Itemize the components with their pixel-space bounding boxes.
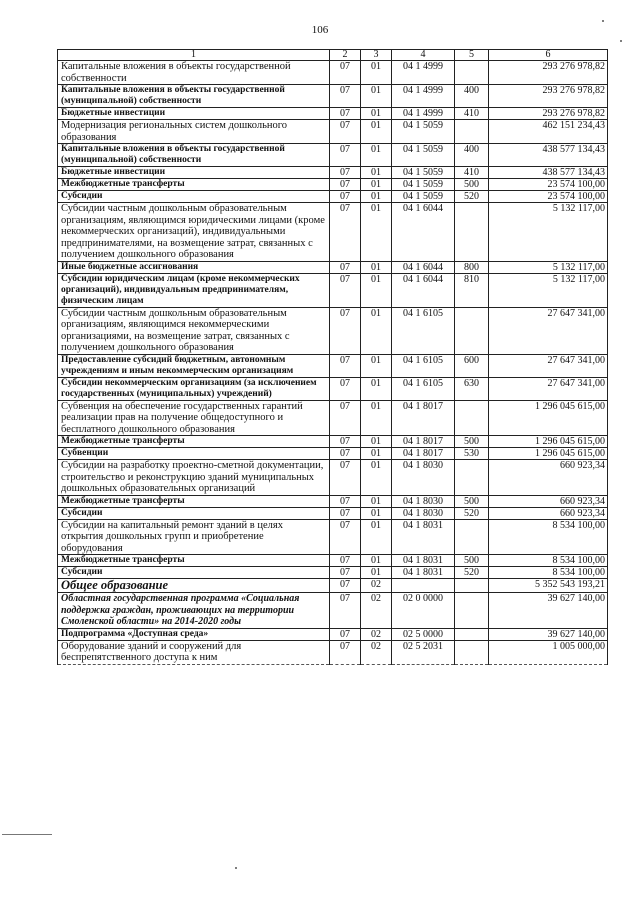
table-row	[58, 61, 608, 85]
row-subsection-code: 02	[361, 593, 392, 629]
header-col-2: 2	[330, 50, 361, 61]
row-expense-type: 410	[455, 167, 489, 179]
row-section-code: 07	[330, 436, 361, 448]
row-subsection-code: 01	[361, 448, 392, 460]
table-row	[58, 579, 608, 593]
row-section-code: 07	[330, 191, 361, 203]
table-row	[58, 593, 608, 629]
table-row	[58, 400, 608, 436]
row-expense-type	[455, 519, 489, 555]
table-row	[58, 167, 608, 179]
row-subsection-code: 01	[361, 377, 392, 400]
row-subsection-code: 02	[361, 628, 392, 640]
row-subsection-code: 01	[361, 120, 392, 144]
row-target-article: 04 1 8030	[392, 495, 455, 507]
table-row	[58, 640, 608, 664]
row-target-article: 04 1 6105	[392, 377, 455, 400]
row-expense-type: 520	[455, 191, 489, 203]
row-amount: 27 647 341,00	[489, 377, 608, 400]
table-row	[58, 261, 608, 273]
row-amount: 660 923,34	[489, 495, 608, 507]
row-target-article	[392, 579, 455, 593]
table-row	[58, 273, 608, 307]
row-subsection-code: 01	[361, 144, 392, 167]
table-row	[58, 85, 608, 108]
row-section-code: 07	[330, 179, 361, 191]
row-target-article: 04 1 5059	[392, 191, 455, 203]
row-target-article: 04 1 5059	[392, 167, 455, 179]
row-amount: 5 352 543 193,21	[489, 579, 608, 593]
row-expense-type: 600	[455, 354, 489, 377]
scan-speck	[235, 867, 237, 869]
table-row	[58, 555, 608, 567]
row-amount: 1 296 045 615,00	[489, 448, 608, 460]
row-subsection-code: 01	[361, 85, 392, 108]
row-subsection-code: 01	[361, 261, 392, 273]
scan-speck	[620, 40, 622, 42]
row-expense-type: 800	[455, 261, 489, 273]
row-target-article: 04 1 6105	[392, 307, 455, 354]
row-section-code: 07	[330, 108, 361, 120]
row-amount: 462 151 234,43	[489, 120, 608, 144]
table-row	[58, 628, 608, 640]
row-name: Субсидии	[58, 567, 330, 579]
page-number: 106	[311, 24, 329, 36]
row-amount: 5 132 117,00	[489, 273, 608, 307]
row-expense-type	[455, 400, 489, 436]
row-subsection-code: 01	[361, 108, 392, 120]
row-section-code: 07	[330, 495, 361, 507]
row-subsection-code: 01	[361, 191, 392, 203]
row-amount: 8 534 100,00	[489, 567, 608, 579]
table-header-row	[58, 50, 608, 61]
row-subsection-code: 01	[361, 507, 392, 519]
row-amount: 438 577 134,43	[489, 144, 608, 167]
row-subsection-code: 01	[361, 179, 392, 191]
row-name: Субсидии на капитальный ремонт зданий в целях открытия дошкольных групп и приобретение оборудования	[58, 519, 330, 555]
row-name: Субвенции	[58, 448, 330, 460]
row-amount: 293 276 978,82	[489, 108, 608, 120]
row-section-code: 07	[330, 85, 361, 108]
row-amount: 438 577 134,43	[489, 167, 608, 179]
table-row	[58, 144, 608, 167]
row-name: Межбюджетные трансферты	[58, 495, 330, 507]
row-name: Модернизация региональных систем дошкольного образования	[58, 120, 330, 144]
row-section-code: 07	[330, 519, 361, 555]
row-expense-type: 500	[455, 555, 489, 567]
row-section-code: 07	[330, 61, 361, 85]
row-section-code: 07	[330, 507, 361, 519]
header-col-4: 4	[392, 50, 455, 61]
row-amount: 39 627 140,00	[489, 628, 608, 640]
row-expense-type: 520	[455, 507, 489, 519]
row-amount: 8 534 100,00	[489, 519, 608, 555]
table-row	[58, 436, 608, 448]
table-row	[58, 108, 608, 120]
row-amount: 1 296 045 615,00	[489, 400, 608, 436]
header-col-1: 1	[58, 50, 330, 61]
table-row	[58, 307, 608, 354]
row-name: Субсидии	[58, 191, 330, 203]
row-subsection-code: 01	[361, 167, 392, 179]
row-name: Бюджетные инвестиции	[58, 108, 330, 120]
row-name: Субсидии юридическим лицам (кроме некоммерческих организаций), индивидуальным предпринимателям, физическим лицам	[58, 273, 330, 307]
table-row	[58, 567, 608, 579]
header-col-3: 3	[361, 50, 392, 61]
row-name: Межбюджетные трансферты	[58, 436, 330, 448]
row-name: Областная государственная программа «Социальная поддержка граждан, проживающих на территории Смоленской области» на 2014-2020 годы	[58, 593, 330, 629]
row-target-article: 04 1 8017	[392, 448, 455, 460]
row-section-code: 07	[330, 579, 361, 593]
row-section-code: 07	[330, 460, 361, 496]
row-name: Оборудование зданий и сооружений для беспрепятственного доступа к ним	[58, 640, 330, 664]
row-section-code: 07	[330, 567, 361, 579]
row-section-code: 07	[330, 400, 361, 436]
row-expense-type	[455, 460, 489, 496]
row-section-code: 07	[330, 120, 361, 144]
table-row	[58, 120, 608, 144]
row-subsection-code: 01	[361, 555, 392, 567]
table-row	[58, 354, 608, 377]
row-target-article: 04 1 4999	[392, 85, 455, 108]
row-subsection-code: 01	[361, 567, 392, 579]
row-amount: 293 276 978,82	[489, 61, 608, 85]
row-expense-type	[455, 203, 489, 262]
row-name: Предоставление субсидий бюджетным, автономным учреждениям и иным некоммерческим организациям	[58, 354, 330, 377]
row-name: Субсидии частным дошкольным образовательным организациям, являющимся некоммерческими организациями, на возмещение затрат, связанных с получением дошкольного образования	[58, 307, 330, 354]
row-target-article: 04 1 5059	[392, 144, 455, 167]
row-target-article: 02 0 0000	[392, 593, 455, 629]
row-target-article: 04 1 8017	[392, 400, 455, 436]
row-section-code: 07	[330, 307, 361, 354]
row-section-code: 07	[330, 261, 361, 273]
row-amount: 5 132 117,00	[489, 261, 608, 273]
row-section-code: 07	[330, 354, 361, 377]
row-target-article: 04 1 4999	[392, 61, 455, 85]
row-section-code: 07	[330, 448, 361, 460]
budget-table	[57, 49, 608, 665]
table-row	[58, 191, 608, 203]
row-amount: 660 923,34	[489, 460, 608, 496]
row-section-code: 07	[330, 203, 361, 262]
row-name: Субсидии частным дошкольным образовательным организациям, являющимся юридическими лицами (кроме некоммерческих организаций), индивидуальными предпринимателями, на возмещение затрат, связанных с получением дошкольного образования	[58, 203, 330, 262]
row-name: Подпрограмма «Доступная среда»	[58, 628, 330, 640]
row-expense-type	[455, 593, 489, 629]
row-expense-type	[455, 640, 489, 664]
row-target-article: 02 5 2031	[392, 640, 455, 664]
table-row	[58, 519, 608, 555]
row-name: Бюджетные инвестиции	[58, 167, 330, 179]
row-target-article: 04 1 4999	[392, 108, 455, 120]
table-body	[58, 61, 608, 665]
scan-line	[2, 834, 52, 835]
row-target-article: 04 1 8017	[392, 436, 455, 448]
row-target-article: 04 1 8031	[392, 567, 455, 579]
row-amount: 39 627 140,00	[489, 593, 608, 629]
row-subsection-code: 02	[361, 640, 392, 664]
header-col-6: 6	[489, 50, 608, 61]
row-name: Межбюджетные трансферты	[58, 555, 330, 567]
row-expense-type: 400	[455, 85, 489, 108]
row-subsection-code: 01	[361, 307, 392, 354]
row-subsection-code: 01	[361, 400, 392, 436]
row-expense-type	[455, 628, 489, 640]
row-target-article: 04 1 6044	[392, 273, 455, 307]
row-expense-type: 500	[455, 179, 489, 191]
table-row	[58, 179, 608, 191]
row-name: Капитальные вложения в объекты государственной собственности	[58, 61, 330, 85]
row-amount: 660 923,34	[489, 507, 608, 519]
row-expense-type: 810	[455, 273, 489, 307]
table-row	[58, 507, 608, 519]
row-subsection-code: 02	[361, 579, 392, 593]
row-section-code: 07	[330, 555, 361, 567]
table-row	[58, 377, 608, 400]
row-name: Общее образование	[58, 579, 330, 593]
row-amount: 27 647 341,00	[489, 307, 608, 354]
row-name: Субвенция на обеспечение государственных гарантий реализации прав на получение общедоступного и бесплатного дошкольного образования	[58, 400, 330, 436]
row-section-code: 07	[330, 593, 361, 629]
row-expense-type: 500	[455, 436, 489, 448]
row-subsection-code: 01	[361, 61, 392, 85]
row-amount: 1 296 045 615,00	[489, 436, 608, 448]
row-expense-type	[455, 307, 489, 354]
header-col-5: 5	[455, 50, 489, 61]
row-amount: 23 574 100,00	[489, 179, 608, 191]
row-target-article: 04 1 8031	[392, 519, 455, 555]
table-row	[58, 203, 608, 262]
row-section-code: 07	[330, 144, 361, 167]
row-expense-type	[455, 120, 489, 144]
row-subsection-code: 01	[361, 203, 392, 262]
row-section-code: 07	[330, 167, 361, 179]
row-target-article: 04 1 6044	[392, 203, 455, 262]
row-name: Субсидии некоммерческим организациям (за исключением государственных (муниципальных) учреждений)	[58, 377, 330, 400]
table-row	[58, 460, 608, 496]
row-subsection-code: 01	[361, 273, 392, 307]
row-section-code: 07	[330, 273, 361, 307]
row-target-article: 04 1 6044	[392, 261, 455, 273]
row-expense-type: 410	[455, 108, 489, 120]
row-amount: 5 132 117,00	[489, 203, 608, 262]
row-subsection-code: 01	[361, 354, 392, 377]
table-row	[58, 495, 608, 507]
row-name: Капитальные вложения в объекты государственной (муниципальной) собственности	[58, 85, 330, 108]
row-expense-type: 400	[455, 144, 489, 167]
row-section-code: 07	[330, 628, 361, 640]
row-expense-type: 530	[455, 448, 489, 460]
row-name: Межбюджетные трансферты	[58, 179, 330, 191]
row-subsection-code: 01	[361, 519, 392, 555]
row-amount: 23 574 100,00	[489, 191, 608, 203]
row-subsection-code: 01	[361, 460, 392, 496]
row-section-code: 07	[330, 377, 361, 400]
row-target-article: 04 1 5059	[392, 179, 455, 191]
row-expense-type	[455, 61, 489, 85]
row-subsection-code: 01	[361, 436, 392, 448]
row-amount: 27 647 341,00	[489, 354, 608, 377]
row-target-article: 04 1 8030	[392, 460, 455, 496]
row-target-article: 02 5 0000	[392, 628, 455, 640]
row-expense-type: 630	[455, 377, 489, 400]
row-name: Субсидии	[58, 507, 330, 519]
row-amount: 1 005 000,00	[489, 640, 608, 664]
row-amount: 8 534 100,00	[489, 555, 608, 567]
row-name: Капитальные вложения в объекты государственной (муниципальной) собственности	[58, 144, 330, 167]
row-target-article: 04 1 8030	[392, 507, 455, 519]
row-expense-type: 500	[455, 495, 489, 507]
row-target-article: 04 1 8031	[392, 555, 455, 567]
row-target-article: 04 1 6105	[392, 354, 455, 377]
row-name: Субсидии на разработку проектно-сметной документации, строительство и реконструкцию зданий муниципальных дошкольных образовательных организаций	[58, 460, 330, 496]
row-section-code: 07	[330, 640, 361, 664]
row-subsection-code: 01	[361, 495, 392, 507]
scan-speck	[602, 20, 604, 22]
row-target-article: 04 1 5059	[392, 120, 455, 144]
row-name: Иные бюджетные ассигнования	[58, 261, 330, 273]
table-row	[58, 448, 608, 460]
row-amount: 293 276 978,82	[489, 85, 608, 108]
row-expense-type	[455, 579, 489, 593]
row-expense-type: 520	[455, 567, 489, 579]
